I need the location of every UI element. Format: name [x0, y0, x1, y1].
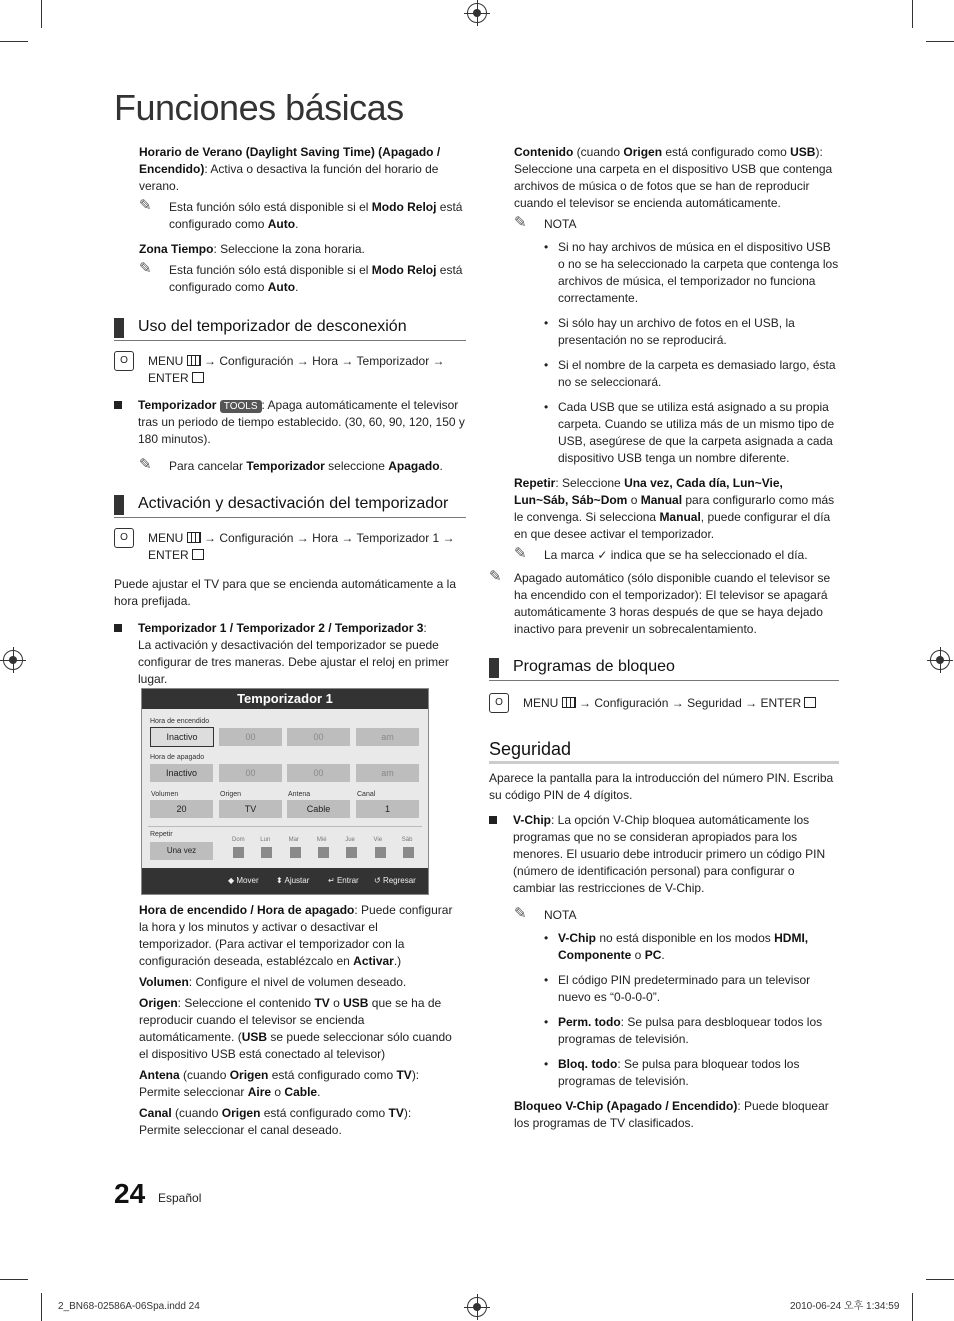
pencil-icon: ✎ — [514, 214, 527, 231]
channel-label: Canal — [357, 791, 376, 798]
channel-field[interactable]: 1 — [356, 800, 419, 818]
left-column-bottom: Hora de encendido / Hora de apagado: Puede configurar la hora y los minutos y activar o desactivar el temporizador. (Para activar el temporizador con la configuración deseada, establézcalo en Activar.) Volumen: Configure el nivel de volumen deseado. Origen: Seleccione el contenido TV o USB que se ha de reproducir cuando el televisor se encienda automáticamente. (USB se puede seleccionar sólo cuando el dispositivo USB está conectado al televisor) Antena (cuando Origen está configurado como TV): Permite seleccionar Aire o Cable. Canal (cuando Origen está configurado como TV): Permite seleccionar el canal deseado. — [139, 903, 453, 1137]
crop-mark — [926, 1279, 954, 1280]
pencil-icon: ✎ — [139, 197, 152, 214]
left-column: Horario de Verano (Daylight Saving Time) (Apagado / Encendido): Activa o desactiva la función del horario de verano. ✎ Esta función sólo está disponible si el Modo Reloj está configurado como Auto. Zona Tiempo: Seleccione la zona horaria. ✎ Esta función sólo está disponible si el Modo Reloj está configurado como Auto. Uso del temporizador de desconexión O MENU → Configuración → Hora → Temporizador → ENTER Temporizador TOOLS : Apaga automáticamente el televisor tras un periodo de tiempo establecido. (30, 60, 90, 120, 150 y 180 minutos). ✎ Para cancelar Temporizador seleccione Apagado. Activación y desactivación del temporizador O MENU → Configuración → Hora → Temporizador 1 → ENTER Puede ajustar el TV para que se encienda automáticamente a la hora prefijada. Temporizador 1 / Temporizador 2 / Temporizador 3: La activación y desactivación del temporizador se puede configurar de tres maneras. Debe ajustar el reloj en primer lugar. — [114, 145, 465, 686]
file-slug: 2_BN68-02586A-06Spa.indd 24 — [58, 1301, 200, 1312]
day-label: Vie — [373, 837, 383, 843]
timer-screen — [141, 688, 429, 895]
note: ✎ Apagado automático (sólo disponible cuando el televisor se ha encendido con el temporizador): El televisor se apagará automáticamente 3 horas después de que se haya dejado inactivo para prevenir un sobrecalentamiento. — [489, 568, 831, 636]
return-hint: ↺ Regresar — [374, 876, 416, 885]
seguridad-heading: Seguridad — [489, 738, 839, 764]
source-label: Origen — [220, 791, 242, 798]
on-hour[interactable]: 00 — [219, 728, 282, 746]
enter-icon — [192, 549, 204, 560]
note-bullet: • Cada USB que se utiliza está asignado a su propia carpeta. Cuando se utiliza más de un mismo tipo de USB, asegúrese de que la carpeta asignada a cada dispositivo USB tenga un nombre diferente. — [544, 399, 839, 467]
remote-icon: O — [489, 693, 509, 713]
on-ampm[interactable]: am — [356, 728, 419, 746]
menu-path: O MENU → Configuración → Hora → Temporizador → ENTER — [114, 353, 466, 387]
day-label: Lun — [260, 837, 271, 843]
repeat-field[interactable]: Una vez — [150, 842, 213, 860]
off-minute[interactable]: 00 — [287, 764, 350, 782]
page-language: Español — [158, 1191, 202, 1205]
off-time-label: Hora de apagado — [150, 754, 205, 761]
note-bullets: • V-Chip no está disponible en los modos HDMI, Componente o PC. • El código PIN predeterminado para un televisor nuevo es “0-0-0-0”. • Perm. todo: Se pulsa para desbloquear todos los programas de televisión. • Bloq. todo: Se pulsa para bloquear todos los programas de televisión. — [514, 930, 839, 1090]
crop-mark — [0, 1279, 28, 1280]
note: ✎ Esta función sólo está disponible si el Modo Reloj está configurado como Auto. — [139, 260, 463, 294]
crop-mark — [912, 0, 913, 28]
note-bullet: • Si no hay archivos de música en el dispositivo USB o no se ha seleccionado la carpeta que contenga los archivos de música, el temporizador no funciona correctamente. — [544, 239, 839, 307]
antenna-field[interactable]: Cable — [287, 800, 350, 818]
registration-mark-icon — [3, 650, 23, 670]
list-item: Temporizador 1 / Temporizador 2 / Temporizador 3: La activación y desactivación del temporizador se puede configurar de tres maneras. Debe ajustar el reloj en primer lugar. — [114, 620, 466, 688]
pencil-icon: ✎ — [514, 905, 527, 922]
menu-path: O MENU → Configuración → Seguridad → ENTER — [489, 695, 839, 712]
note: ✎ Esta función sólo está disponible si el Modo Reloj está configurado como Auto. — [139, 197, 463, 231]
day-label: Mar — [288, 837, 299, 843]
crop-mark — [41, 0, 42, 28]
note: ✎ NOTA — [514, 905, 577, 922]
section-heading: Uso del temporizador de desconexión — [114, 316, 466, 341]
pencil-icon: ✎ — [514, 545, 527, 562]
crop-mark — [926, 41, 954, 42]
pencil-icon: ✎ — [139, 260, 152, 277]
page-number: 24 — [114, 1178, 146, 1209]
off-ampm[interactable]: am — [356, 764, 419, 782]
day-label: Dom — [232, 837, 245, 843]
menu-path: O MENU → Configuración → Hora → Temporizador 1 → ENTER — [114, 530, 466, 564]
day-checkbox[interactable] — [261, 847, 272, 858]
repeat-label: Repetir — [150, 831, 173, 838]
volume-field[interactable]: 20 — [150, 800, 213, 818]
screen-header: Temporizador 1 — [142, 689, 428, 709]
note: ✎ Para cancelar Temporizador seleccione Apagado. — [139, 456, 443, 473]
day-checkbox[interactable] — [403, 847, 414, 858]
on-minute[interactable]: 00 — [287, 728, 350, 746]
note: ✎ NOTA — [514, 214, 577, 231]
page-title: Funciones básicas — [114, 87, 404, 128]
day-checkbox[interactable] — [318, 847, 329, 858]
tools-badge: TOOLS — [220, 400, 262, 413]
move-hint: ◆ Mover — [228, 876, 259, 885]
list-item: Temporizador TOOLS : Apaga automáticamente el televisor tras un periodo de tiempo establecido. (30, 60, 90, 120, 150 y 180 minutos). — [114, 397, 466, 448]
volume-label: Volumen — [151, 791, 179, 798]
day-label: Jue — [345, 837, 355, 843]
enter-hint: ↵ Entrar — [328, 876, 359, 885]
antenna-label: Antena — [288, 791, 311, 798]
crop-mark — [912, 1293, 913, 1321]
on-time-label: Hora de encendido — [150, 718, 210, 725]
section-heading: Activación y desactivación del temporizador — [114, 493, 466, 518]
registration-mark-icon — [467, 1297, 487, 1317]
note-bullets — [514, 239, 839, 467]
menu-icon — [187, 532, 201, 543]
day-checkbox[interactable] — [346, 847, 357, 858]
note: ✎ La marca ✓ indica que se ha seleccionado el día. — [514, 545, 808, 562]
menu-icon — [562, 697, 576, 708]
checkmark-icon: ✓ — [597, 548, 608, 562]
menu-icon — [187, 355, 201, 366]
crop-mark — [41, 1293, 42, 1321]
registration-mark-icon — [467, 3, 487, 23]
note-bullet: • Si sólo hay un archivo de fotos en el USB, la presentación no se reproducirá. — [544, 315, 839, 349]
right-column: Contenido (cuando Origen está configurado como USB): Seleccione una carpeta en el dispositivo USB que contenga archivos de música o de fotos que se han de reproducir cuando el televisor se encienda automáticamente. ✎ NOTA • Si no hay archivos de música en el dispositivo USB o no se ha seleccionado la carpeta que contenga los archivos de música, el temporizador no funciona correctamente. • Si sólo hay un archivo de fotos en el USB, la presentación no se reproducirá. • Si el nombre de la carpeta es demasiado largo, ésta no se seleccionará. • Cada USB que se utiliza está asignado a su propia carpeta. Cuando se utiliza más de un mismo tipo de USB, asegúrese de que la carpeta asignada a cada dispositivo USB tenga un nombre diferente. Repetir: Seleccione Una vez, Cada día, Lun~Vie, Lun~Sáb, Sáb~Dom o Manual para configurarlo como más le convenga. Si selecciona Manual, puede configurar el día en que desee activar el temporizador. ✎ La marca ✓ indica que se ha seleccionado el día. ✎ Apagado automático (sólo disponible cuando el televisor se ha encendido con el temporizador): El televisor se apagará automáticamente 3 horas después de que se haya dejado inactivo para prevenir un sobrecalentamiento. Programas de bloqueo O MENU → Configuración → Seguridad → ENTER Seguridad Aparece la pantalla para la introducción del número PIN. Escriba su código PIN de 4 dígitos. V-Chip: La opción V-Chip bloquea automáticamente los programas que no se consideran apropiados para los menores. El usuario debe introducir primero un código PIN (número de identificación personal) para configurar o cambiar las restricciones de V-Chip. ✎ NOTA • V-Chip no está disponible en los modos HDMI, Componente o PC. • El código PIN predeterminado para un televisor nuevo es “0-0-0-0”. • Perm. todo: Se pulsa para desbloquear todos los programas de televisión. • Bloq. todo: Se pulsa para bloquear todos los programas de televisión. Bloqueo V-Chip (Apagado / Encendido): Puede bloquear los programas de TV clasificados. — [489, 144, 839, 1136]
remote-icon: O — [114, 528, 134, 548]
date-slug: 2010-06-24 오후 1:34:59 — [790, 1301, 900, 1312]
screen-footer — [142, 868, 428, 894]
day-checkbox[interactable] — [233, 847, 244, 858]
day-label: Sáb — [401, 837, 413, 843]
enter-icon — [804, 697, 816, 708]
day-label: Mié — [316, 837, 327, 843]
off-time-select[interactable]: Inactivo — [150, 764, 213, 782]
registration-mark-icon — [930, 650, 950, 670]
source-field[interactable]: TV — [219, 800, 282, 818]
note-bullet: • Si el nombre de la carpeta es demasiado largo, ésta no se seleccionará. — [544, 357, 839, 391]
day-checkbox[interactable] — [375, 847, 386, 858]
pencil-icon: ✎ — [139, 456, 152, 473]
section-heading: Programas de bloqueo — [489, 656, 839, 681]
off-hour[interactable]: 00 — [219, 764, 282, 782]
dst-text: : Activa o desactiva la función del horario de verano. — [139, 162, 439, 193]
dst-label: Horario de Verano (Daylight Saving Time) (Apagado / Encendido) — [139, 145, 441, 176]
crop-mark — [0, 41, 28, 42]
day-checkbox[interactable] — [290, 847, 301, 858]
pencil-icon: ✎ — [489, 568, 502, 585]
adjust-hint: ⬍ Ajustar — [276, 876, 310, 885]
list-item: V-Chip: La opción V-Chip bloquea automáticamente los programas que no se consideran apropiados para los menores. El usuario debe introducir primero un código PIN (número de identificación personal) para configurar o cambiar las restricciones de V-Chip. — [489, 812, 839, 897]
enter-icon — [192, 372, 204, 383]
remote-icon: O — [114, 351, 134, 371]
on-time-select[interactable]: Inactivo — [150, 727, 214, 747]
zone-label: Zona Tiempo — [139, 242, 214, 256]
intro-text: Puede ajustar el TV para que se encienda automáticamente a la hora prefijada. — [114, 577, 456, 608]
